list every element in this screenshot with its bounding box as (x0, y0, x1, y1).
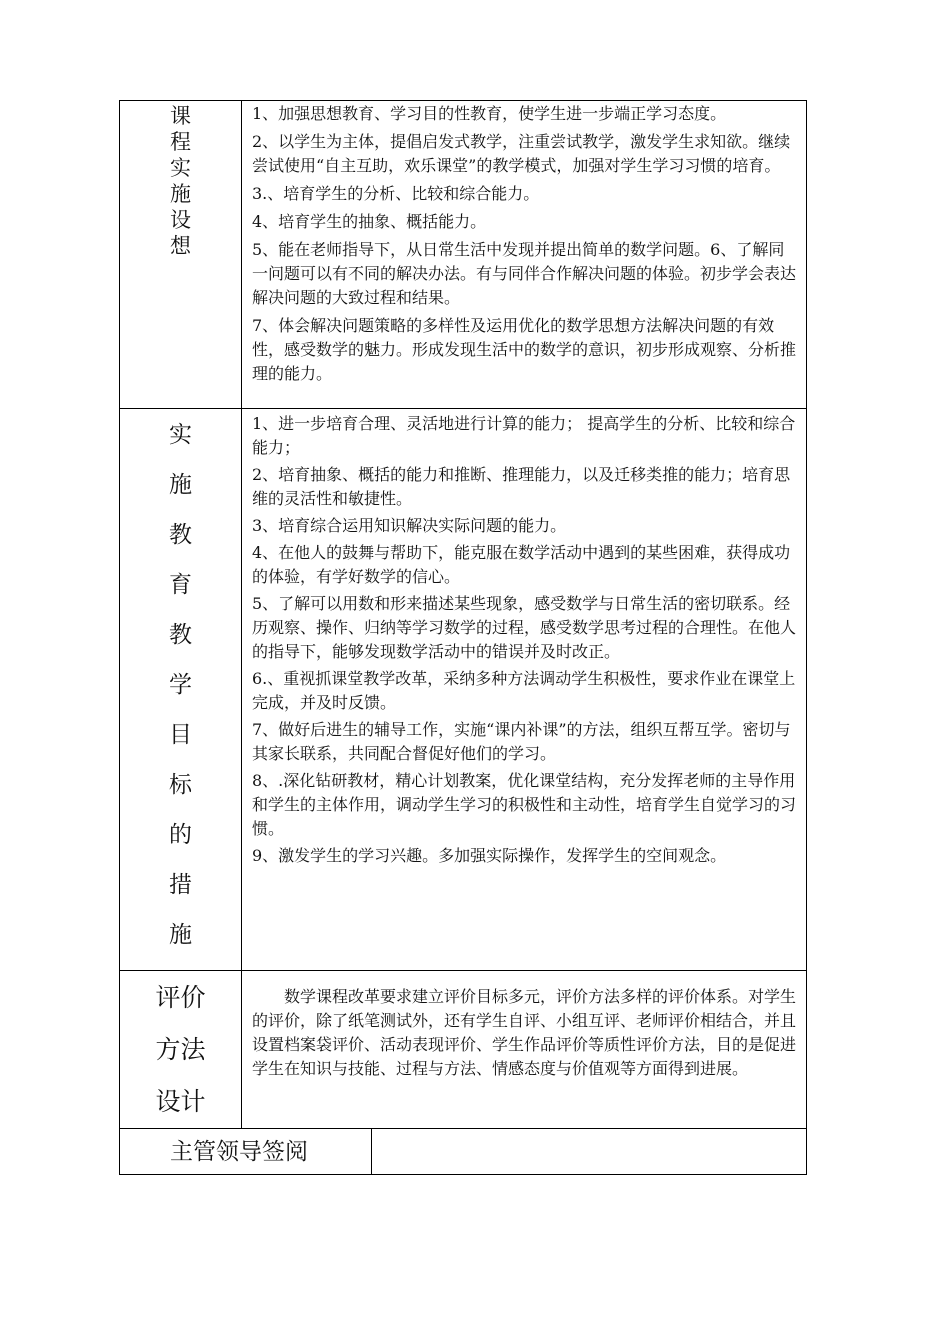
list-item: 9、激发学生的学习兴趣。多加强实际操作，发挥学生的空间观念。 (252, 846, 727, 865)
course-plan-content (242, 101, 806, 408)
list-item: 4、在他人的鼓舞与帮助下，能克服在数学活动中遇到的某些困难，获得成功的体验，有学好数学的信心。 (252, 543, 791, 586)
section-evaluation (119, 970, 807, 1128)
label-char: 教 (169, 622, 192, 648)
label-char: 措 (169, 872, 192, 898)
list-item: 2、培育抽象、概括的能力和推断、推理能力，以及迁移类推的能力；培育思维的灵活性和敏捷性。 (252, 465, 791, 508)
label-char: 施 (169, 472, 192, 498)
list-item: 7、体会解决问题策略的多样性及运用优化的数学思想方法解决问题的有效性，感受数学的魅力。形成发现生活中的数学的意识，初步形成观察、分析推理的能力。 (252, 316, 797, 383)
section-course-plan (119, 100, 807, 408)
list-item: 1、进一步培育合理、灵活地进行计算的能力； 提高学生的分析、比较和综合能力； (252, 414, 796, 457)
label-char: 学 (169, 672, 192, 698)
label-char: 设 (170, 208, 191, 232)
label-char: 教 (169, 522, 192, 548)
signoff-field[interactable] (372, 1129, 806, 1174)
list-item: 5、能在老师指导下，从日常生活中发现并提出简单的数学问题。6、了解同一问题可以有不同的解决办法。有与同伴合作解决问题的体验。初步学会表达解决问题的大致过程和结果。 (252, 240, 797, 307)
label-char: 程 (170, 130, 191, 154)
list-item: 7、做好后进生的辅导工作，实施“课内补课”的方法，组织互帮互学。密切与其家长联系，共同配合督促好他们的学习。 (252, 720, 791, 763)
label-char: 课 (170, 104, 191, 128)
label-line: 评价 (155, 983, 206, 1012)
list-item: 6.、重视抓课堂教学改革，采纳多种方法调动学生积极性，要求作业在课堂上完成，并及时反馈。 (252, 669, 796, 712)
list-item: 3、培育综合运用知识解决实际问题的能力。 (252, 516, 567, 535)
label-line: 设计 (155, 1087, 206, 1116)
label-char: 育 (169, 572, 192, 598)
label-char: 的 (169, 822, 192, 848)
label-char: 施 (169, 922, 192, 948)
evaluation-label (120, 971, 242, 1128)
evaluation-content: 数学课程改革要求建立评价目标多元，评价方法多样的评价体系。对学生的评价，除了纸笔测试外，还有学生自评、小组互评、老师评价相结合，并且设置档案袋评价、活动表现评价、学生作品评价等质性评价方法，目的是促进学生在知识与技能、过程与方法、情感态度与价值观等方面得到进展。 (252, 987, 797, 1078)
list-item: 2、以学生为主体，提倡启发式教学，注重尝试教学，激发学生求知欲。继续尝试使用“自主互助，欢乐课堂”的教学模式，加强对学生学习习惯的培育。 (252, 132, 791, 175)
list-item: 3.、培育学生的分析、比较和综合能力。 (252, 184, 540, 203)
list-item: 5、了解可以用数和形来描述某些现象，感受数学与日常生活的密切联系。经历观察、操作、归纳等学习数学的过程，感受数学思考过程的合理性。在他人的指导下，能够发现数学活动中的错误并及时改正。 (252, 594, 797, 661)
list-item: 8、.深化钻研教材，精心计划教案，优化课堂结构，充分发挥老师的主导作用和学生的主体作用，调动学生学习的积极性和主动性，培育学生自觉学习的习惯。 (252, 771, 797, 838)
section-teaching-measures (119, 408, 807, 970)
label-char: 想 (170, 234, 191, 258)
list-item: 4、培育学生的抽象、概括能力。 (252, 212, 487, 231)
teaching-measures-label (120, 409, 242, 970)
label-char: 实 (170, 156, 191, 180)
label-char: 目 (169, 722, 192, 748)
list-item: 1、加强思想教育、学习目的性教育，使学生进一步端正学习态度。 (252, 104, 727, 123)
signoff-label: 主管领导签阅 (120, 1129, 372, 1174)
label-char: 标 (169, 772, 192, 798)
teaching-measures-content (242, 409, 806, 970)
section-signoff (119, 1128, 807, 1175)
label-char: 实 (169, 422, 192, 448)
label-line: 方法 (155, 1035, 206, 1064)
label-char: 施 (170, 182, 191, 206)
course-plan-label (120, 101, 242, 408)
